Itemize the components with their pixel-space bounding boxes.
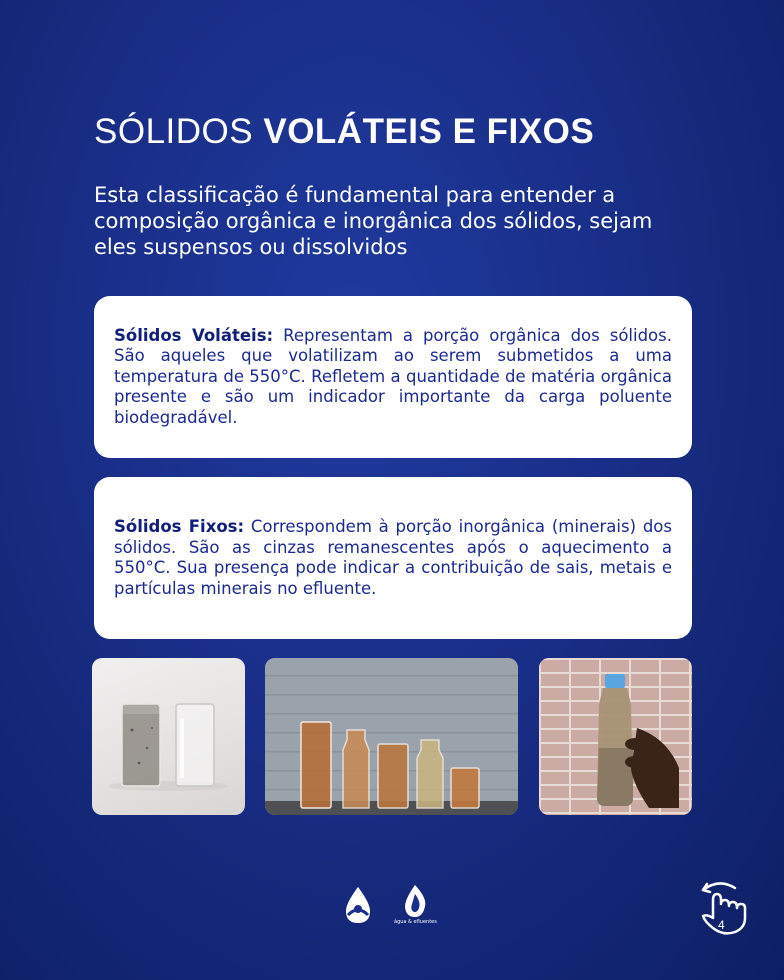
card-volatile-solids: [94, 296, 692, 458]
bottle-illustration: [539, 658, 692, 815]
title-light: SÓLIDOS: [94, 112, 254, 151]
logo-caption: água & efluentes: [394, 919, 437, 925]
photo-bottle-in-hand: [539, 658, 692, 815]
flame-drop-logo: [394, 884, 437, 925]
page-number: 4: [718, 918, 725, 932]
card-description: Representam a porção orgânica dos sólidos. São aqueles que volatilizam ao serem submetidos a uma temperatura de 550°C. Refletem a quantidade de matéria orgânica presente e são um indicador importante da carga poluente biodegradável.: [114, 325, 672, 427]
samples-illustration: [265, 658, 518, 815]
water-drop-person-logo-icon: [340, 885, 376, 925]
card-text: [114, 326, 672, 429]
title-bold: VOLÁTEIS E FIXOS: [263, 112, 595, 151]
glasses-illustration: [92, 658, 245, 815]
page-title: [94, 112, 594, 152]
photo-two-glasses: [92, 658, 245, 815]
card-term: Sólidos Voláteis:: [114, 325, 274, 345]
card-text: [114, 517, 672, 599]
subtitle: Esta classificação é fundamental para entender a composição orgânica e inorgânica dos sólidos, sejam eles suspensos ou dissolvidos: [94, 183, 653, 259]
footer-logos: [340, 884, 437, 925]
photo-water-samples: [265, 658, 518, 815]
card-fixed-solids: [94, 477, 692, 639]
card-term: Sólidos Fixos:: [114, 517, 245, 536]
flame-drop-logo-icon: [400, 884, 430, 918]
card-description: Correspondem à porção inorgânica (minerais) dos sólidos. São as cinzas remanescentes após o aquecimento a 550°C. Sua presença pode indicar a contribuição de sais, metais e partículas minerais no efluente.: [114, 517, 672, 598]
